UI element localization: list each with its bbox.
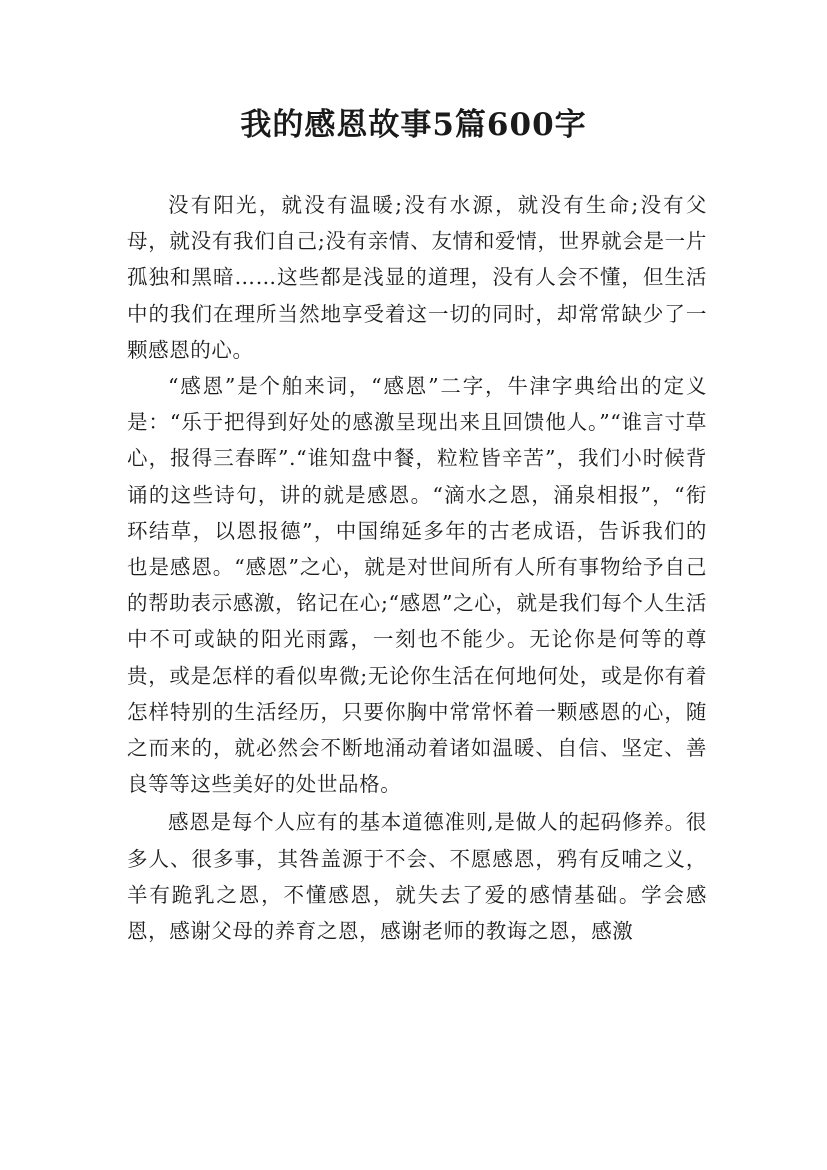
document-body bbox=[127, 187, 707, 949]
paragraph-1: 没有阳光，就没有温暖;没有水源，就没有生命;没有父母，就没有我们自己;没有亲情、友情和爱情，世界就会是一片孤独和黑暗……这些都是浅显的道理，没有人会不懂，但生活中的我们在理所当然地享受着这一切的同时，却常常缺少了一颗感恩的心。 bbox=[127, 193, 707, 362]
paragraph-3: 感恩是每个人应有的基本道德准则,是做人的起码修养。很多人、很多事，其咎盖源于不会、不愿感恩，鸦有反哺之义，羊有跪乳之恩，不懂感恩，就失去了爱的感情基础。学会感恩，感谢父母的养育之恩，感谢老师的教诲之恩，感激 bbox=[127, 810, 707, 944]
document-title: 我的感恩故事5篇600字 bbox=[240, 107, 587, 143]
paragraph-2: “感恩”是个舶来词，“感恩”二字，牛津字典给出的定义是：“乐于把得到好处的感激呈现出来且回馈他人。”“谁言寸草心，报得三春晖”.“谁知盘中餐，粒粒皆辛苦”，我们小时候背诵的这些诗句，讲的就是感恩。“滴水之恩，涌泉相报”，“衔环结草，以恩报德”，中国绵延多年的古老成语，告诉我们的也是感恩。“感恩”之心，就是对世间所有人所有事物给予自己的帮助表示感激，铭记在心;“感恩”之心，就是我们每个人生活中不可或缺的阳光雨露，一刻也不能少。无论你是何等的尊贵，或是怎样的看似卑微;无论你生活在何地何处，或是你有着怎样特别的生活经历，只要你胸中常常怀着一颗感恩的心，随之而来的，就必然会不断地涌动着诸如温暖、自信、坚定、善良等等这些美好的处世品格。 bbox=[127, 374, 707, 797]
